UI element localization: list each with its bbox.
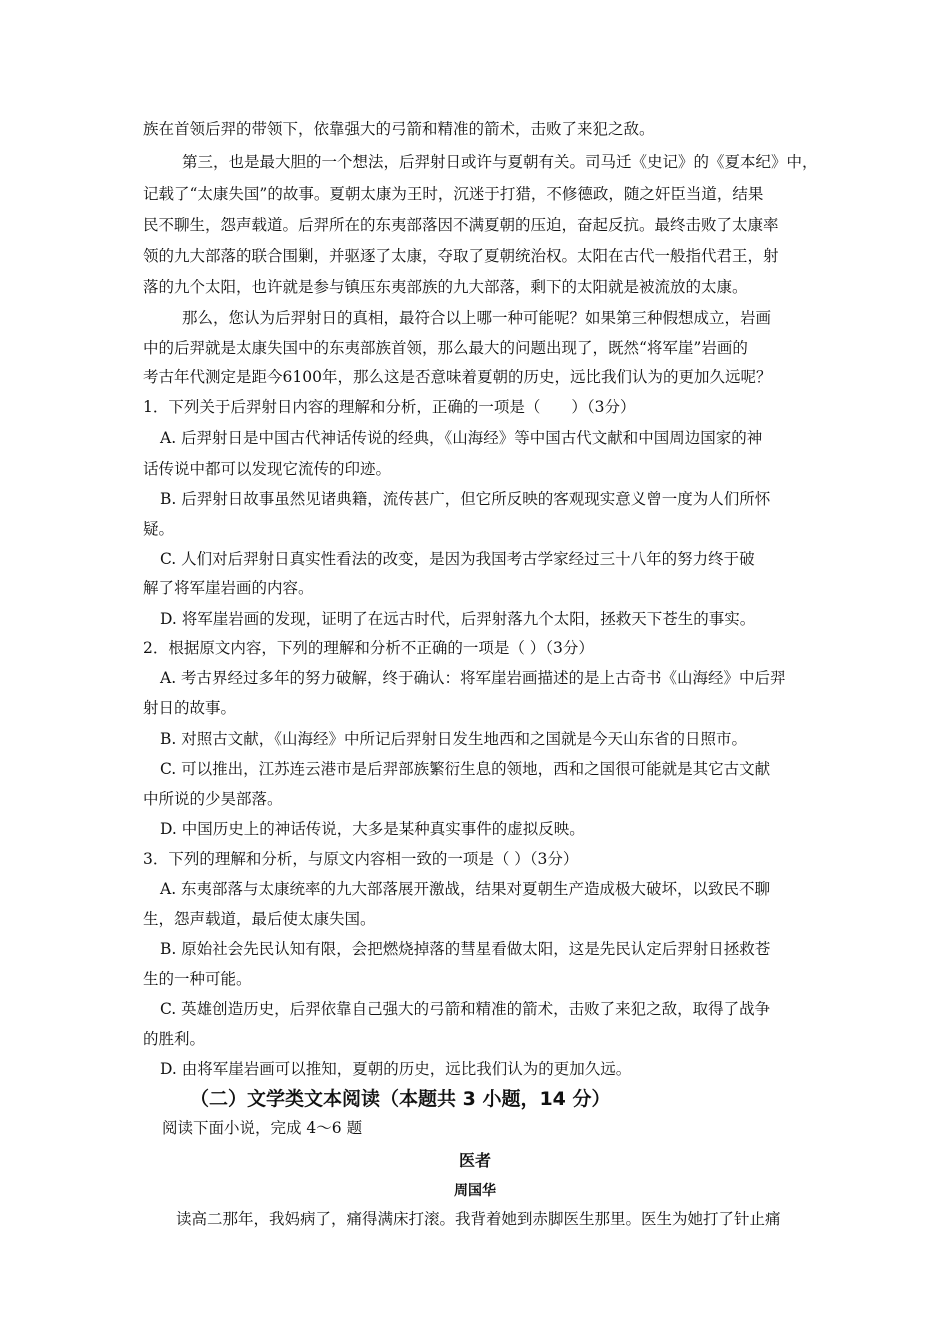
text-line: 那么，您认为后羿射日的真相，最符合以上哪一种可能呢？如果第三种假想成立，岩画	[182, 309, 772, 327]
text-line: 第三，也是最大胆的一个想法，后羿射日或许与夏朝有关。司马迁《史记》的《夏本纪》中，	[182, 153, 818, 171]
option-d: D. 由将军崖岩画可以推知，夏朝的历史，远比我们认为的更加久远。	[160, 1060, 632, 1078]
text-line: 中的后羿就是太康失国中的东夷部族首领，那么最大的问题出现了，既然“将军崖”岩画的	[143, 339, 748, 357]
text-line: 读高二那年，我妈病了，痛得满床打滚。我背着她到赤脚医生那里。医生为她打了针止痛	[176, 1210, 781, 1228]
question-2: 2．根据原文内容，下列的理解和分析不正确的一项是（ ）（3分）	[143, 639, 594, 657]
text-line: 解了将军崖岩画的内容。	[143, 579, 314, 597]
question-3: 3．下列的理解和分析，与原文内容相一致的一项是（ ）（3分）	[143, 850, 579, 868]
text-line: 领的九大部落的联合围剿，并驱逐了太康，夺取了夏朝统治权。太阳在古代一般指代君王，射	[143, 247, 779, 265]
option-a: A. 后羿射日是中国古代神话传说的经典，《山海经》等中国古代文献和中国周边国家的神	[160, 429, 763, 447]
option-a: A. 东夷部落与太康统率的九大部落展开激战，结果对夏朝生产造成极大破坏，以致民不聊	[160, 880, 771, 898]
text-line: 疑。	[143, 520, 175, 538]
question-1: 1．下列关于后羿射日内容的理解和分析，正确的一项是（ ）（3分）	[143, 398, 636, 416]
option-c: C. 英雄创造历史，后羿依靠自己强大的弓箭和精准的箭术，击败了来犯之敌，取得了战争	[160, 1000, 771, 1018]
text-line: 民不聊生，怨声载道。后羿所在的东夷部落因不满夏朝的压迫，奋起反抗。最终击败了太康率	[143, 216, 779, 234]
text-line: 话传说中都可以发现它流传的印迹。	[143, 460, 392, 478]
text-line: 的胜利。	[143, 1030, 206, 1048]
instruction: 阅读下面小说，完成 4～6 题	[162, 1119, 363, 1137]
text-line: 射日的故事。	[143, 699, 237, 717]
text-line: 生，怨声载道，最后使太康失国。	[143, 910, 376, 928]
author-name: 周国华	[454, 1183, 496, 1199]
option-c: C. 人们对后羿射日真实性看法的改变，是因为我国考古学家经过三十八年的努力终于破	[160, 550, 755, 568]
section-title: （二）文学类文本阅读（本题共 3 小题，14 分）	[190, 1088, 611, 1110]
story-title: 医者	[458, 1151, 491, 1170]
text-line: 生的一种可能。	[143, 970, 252, 988]
option-b: B. 原始社会先民认知有限，会把燃烧掉落的彗星看做太阳，这是先民认定后羿射日拯救苍	[160, 940, 771, 958]
option-d: D. 将军崖岩画的发现，证明了在远古时代，后羿射落九个太阳，拯救天下苍生的事实。	[160, 610, 756, 628]
text-line: 族在首领后羿的带领下，依靠强大的弓箭和精准的箭术，击败了来犯之敌。	[143, 120, 655, 138]
option-b: B. 后羿射日故事虽然见诸典籍，流传甚广，但它所反映的客观现实意义曾一度为人们所怀	[160, 490, 771, 508]
option-d: D. 中国历史上的神话传说，大多是某种真实事件的虚拟反映。	[160, 820, 585, 838]
text-line: 落的九个太阳，也许就是参与镇压东夷部族的九大部落，剩下的太阳就是被流放的太康。	[143, 278, 748, 296]
option-c: C. 可以推出，江苏连云港市是后羿部族繁衍生息的领地，西和之国很可能就是其它古文献	[160, 760, 771, 778]
option-b: B. 对照古文献，《山海经》中所记后羿射日发生地西和之国就是今天山东省的日照市。	[160, 730, 747, 748]
text-line: 考古年代测定是距今6100年，那么这是否意味着夏朝的历史，远比我们认为的更加久远呢？	[143, 368, 772, 386]
text-line: 记载了“太康失国”的故事。夏朝太康为王时，沉迷于打猎，不修德政，随之奸臣当道，结果	[143, 185, 764, 203]
text-line: 中所说的少昊部落。	[143, 790, 283, 808]
option-a: A. 考古界经过多年的努力破解，终于确认：将军崖岩画描述的是上古奇书《山海经》中后羿	[160, 669, 786, 687]
